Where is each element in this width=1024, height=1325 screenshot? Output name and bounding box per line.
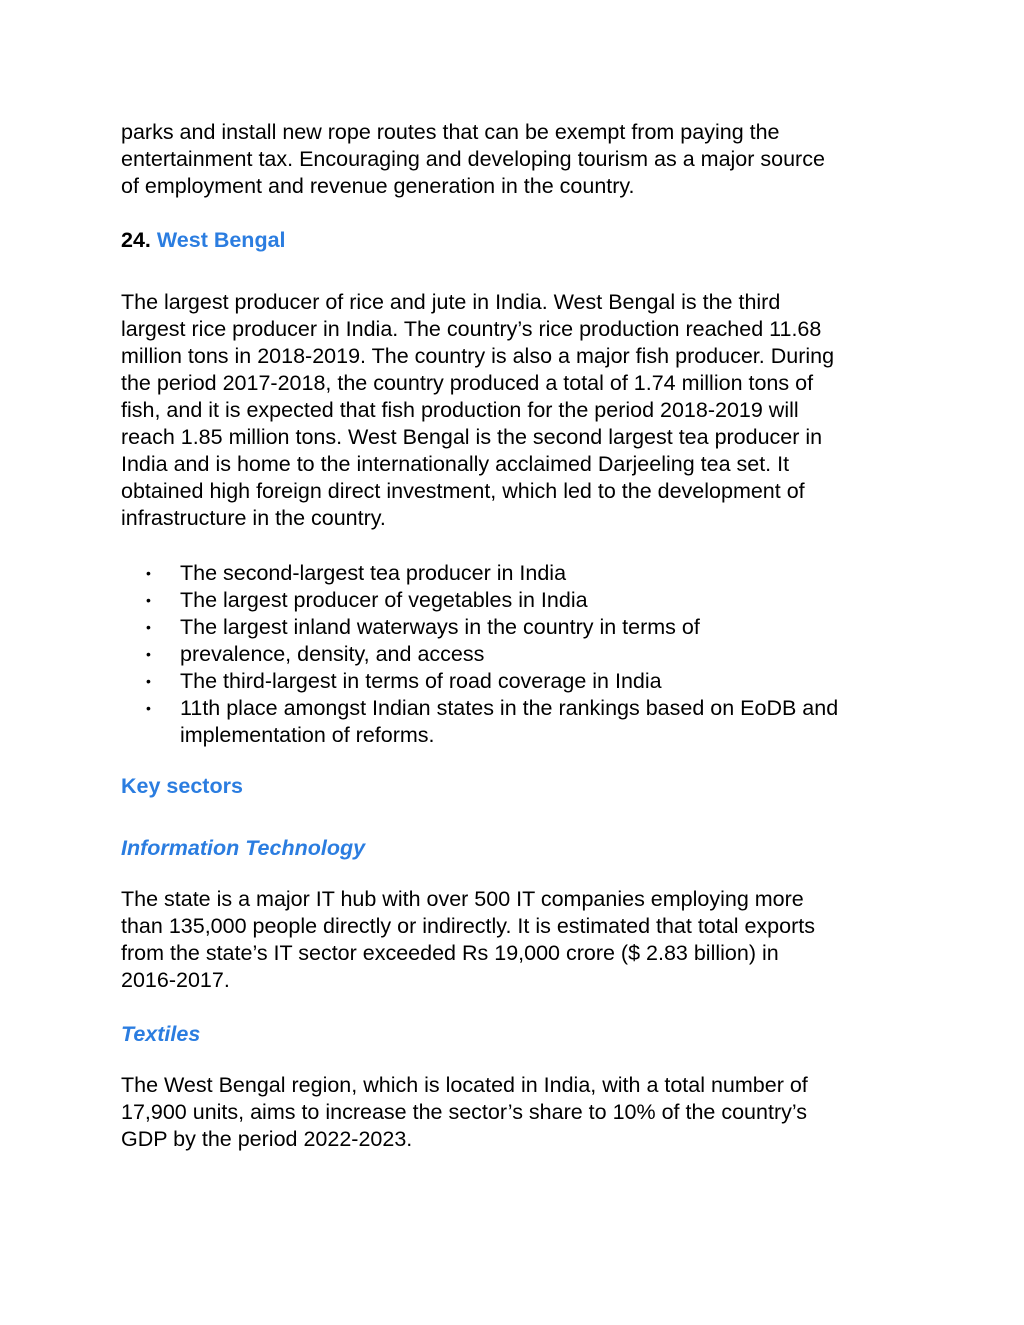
list-item-text: The largest producer of vegetables in India	[180, 588, 588, 612]
bullet-icon: •	[146, 619, 151, 635]
bullet-icon: •	[146, 646, 151, 662]
overview-line: reach 1.85 million tons. West Bengal is the second largest tea producer in	[121, 425, 823, 449]
it-line: from the state’s IT sector exceeded Rs 19,000 crore ($ 2.83 billion) in	[121, 941, 779, 965]
overview-line: fish, and it is expected that fish production for the period 2018-2019 will	[121, 398, 799, 422]
it-line: than 135,000 people directly or indirectly. It is estimated that total exports	[121, 914, 815, 938]
list-item-text: implementation of reforms.	[180, 723, 435, 747]
overview-line: the period 2017-2018, the country produced a total of 1.74 million tons of	[121, 371, 814, 395]
textiles-line: 17,900 units, aims to increase the sector’s share to 10% of the country’s	[121, 1100, 807, 1124]
overview-line: largest rice producer in India. The country’s rice production reached 11.68	[121, 317, 822, 341]
it-line: 2016-2017.	[121, 968, 230, 992]
list-item-text: prevalence, density, and access	[180, 642, 485, 666]
overview-line: obtained high foreign direct investment, which led to the development of	[121, 479, 805, 503]
intro-line: of employment and revenue generation in the country.	[121, 174, 635, 198]
list-item	[121, 641, 911, 668]
list-item-text: The second-largest tea producer in India	[180, 561, 567, 585]
list-item-text: The largest inland waterways in the country in terms of	[180, 615, 700, 639]
list-item-text: The third-largest in terms of road coverage in India	[180, 669, 662, 693]
list-item	[121, 560, 911, 587]
bullet-icon: •	[146, 700, 151, 716]
section-heading	[121, 227, 911, 254]
bullet-icon: •	[146, 565, 151, 581]
list-item	[121, 587, 911, 614]
section-title-link[interactable]: West Bengal	[156, 228, 286, 252]
overview-line: The largest producer of rice and jute in India. West Bengal is the third	[121, 290, 781, 314]
bullet-icon: •	[146, 673, 151, 689]
textiles-line: The West Bengal region, which is located in India, with a total number of	[121, 1073, 808, 1097]
document-page	[121, 119, 911, 1153]
list-item-text: 11th place amongst Indian states in the rankings based on EoDB and	[180, 696, 839, 720]
it-paragraph	[121, 886, 911, 994]
textiles-paragraph	[121, 1072, 911, 1153]
it-line: The state is a major IT hub with over 500 IT companies employing more	[121, 887, 804, 911]
overview-line: infrastructure in the country.	[121, 506, 386, 530]
overview-line: million tons in 2018-2019. The country is also a major fish producer. During	[121, 344, 835, 368]
overview-line: India and is home to the internationally acclaimed Darjeeling tea set. It	[121, 452, 790, 476]
list-item	[121, 695, 911, 749]
section-number: 24.	[121, 228, 151, 252]
textiles-subheading: Textiles	[121, 1022, 201, 1046]
key-sectors-heading: Key sectors	[121, 774, 243, 798]
intro-paragraph	[121, 119, 911, 200]
intro-line: entertainment tax. Encouraging and developing tourism as a major source	[121, 147, 825, 171]
overview-paragraph	[121, 289, 911, 532]
it-subheading: Information Technology	[121, 836, 366, 860]
list-item	[121, 614, 911, 641]
textiles-line: GDP by the period 2022-2023.	[121, 1127, 413, 1151]
list-item	[121, 668, 911, 695]
bullet-icon: •	[146, 592, 151, 608]
intro-line: parks and install new rope routes that can be exempt from paying the	[121, 120, 780, 144]
highlights-list	[121, 560, 911, 749]
